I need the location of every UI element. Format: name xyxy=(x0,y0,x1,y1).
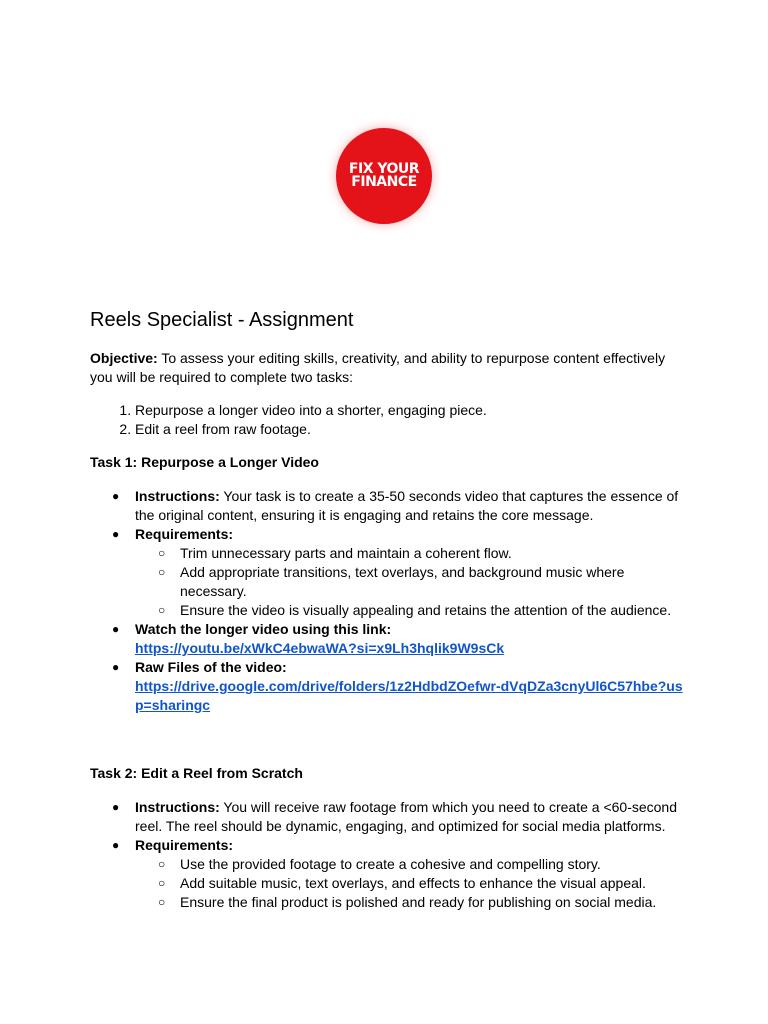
objective-paragraph xyxy=(90,349,690,387)
task1-requirements-list xyxy=(135,544,690,620)
logo-line-1: FIX YOUR xyxy=(348,161,420,177)
task2-bullets xyxy=(90,798,690,912)
tasks-list xyxy=(90,401,690,439)
requirement-text: Add appropriate transitions, text overlays, and background music where necessary. xyxy=(180,564,625,599)
requirement-text: Ensure the video is visually appealing and retains the attention of the audience. xyxy=(180,602,672,618)
raw-files-label: Raw Files of the video: xyxy=(135,659,287,675)
list-item: 2. Edit a reel from raw footage. xyxy=(135,420,690,439)
hollow-bullet-icon: ○ xyxy=(158,546,166,560)
instructions-label: Instructions: xyxy=(135,799,220,815)
task1-instructions-item xyxy=(90,487,690,525)
fix-your-finance-logo xyxy=(336,128,432,224)
hollow-bullet-icon: ○ xyxy=(158,876,166,890)
requirement-text: Add suitable music, text overlays, and effects to enhance the visual appeal. xyxy=(180,875,646,891)
task2-requirements-item xyxy=(90,836,690,912)
task1-raw-files-item xyxy=(90,658,690,715)
task1-watch-item xyxy=(90,620,690,658)
task1-bullets xyxy=(90,487,690,715)
list-item xyxy=(135,874,690,893)
list-item xyxy=(135,855,690,874)
task1-heading: Task 1: Repurpose a Longer Video xyxy=(90,454,319,470)
instructions-text: You will receive raw footage from which you need to create a <60-second reel. The reel should be dynamic, engaging, and optimized for social media platforms. xyxy=(135,799,677,834)
document-title: Reels Specialist - Assignment xyxy=(90,309,354,331)
youtube-link[interactable]: https://youtu.be/xWkC4ebwaWA?si=x9Lh3hqlik9W9sCk xyxy=(135,640,505,656)
objective-label: Objective: xyxy=(90,350,158,366)
bullet-icon: ● xyxy=(112,622,120,636)
logo-line-2: FINANCE xyxy=(351,174,417,190)
requirements-label: Requirements: xyxy=(135,837,234,853)
hollow-bullet-icon: ○ xyxy=(158,895,166,909)
drive-link[interactable]: https://drive.google.com/drive/folders/1z2HdbdZOefwr-dVqDZa3cnyUl6C57hbe?usp=sharingc xyxy=(135,678,683,713)
bullet-icon: ● xyxy=(112,527,120,541)
list-item xyxy=(135,563,690,601)
task2-instructions-item xyxy=(90,798,690,836)
task1-requirements-item xyxy=(90,525,690,620)
requirement-text: Trim unnecessary parts and maintain a coherent flow. xyxy=(180,545,512,561)
requirements-label: Requirements: xyxy=(135,526,234,542)
bullet-icon: ● xyxy=(112,800,120,814)
watch-label: Watch the longer video using this link: xyxy=(135,621,392,637)
bullet-icon: ● xyxy=(112,838,120,852)
document-body xyxy=(90,306,690,912)
hollow-bullet-icon: ○ xyxy=(158,565,166,579)
list-item: 1. Repurpose a longer video into a shorter, engaging piece. xyxy=(135,401,690,420)
instructions-text: Your task is to create a 35-50 seconds video that captures the essence of the original content, ensuring it is engaging and retains the core message. xyxy=(135,488,679,523)
task2-requirements-list xyxy=(135,855,690,912)
hollow-bullet-icon: ○ xyxy=(158,857,166,871)
instructions-label: Instructions: xyxy=(135,488,220,504)
bullet-icon: ● xyxy=(112,660,120,674)
objective-text: To assess your editing skills, creativity, and ability to repurpose content effectively you will be required to complete two tasks: xyxy=(90,350,666,385)
hollow-bullet-icon: ○ xyxy=(158,603,166,617)
list-item xyxy=(135,893,690,912)
requirement-text: Ensure the final product is polished and ready for publishing on social media. xyxy=(180,894,657,910)
bullet-icon: ● xyxy=(112,489,120,503)
requirement-text: Use the provided footage to create a cohesive and compelling story. xyxy=(180,856,601,872)
list-item xyxy=(135,544,690,563)
task2-heading: Task 2: Edit a Reel from Scratch xyxy=(90,765,303,781)
list-item xyxy=(135,601,690,620)
